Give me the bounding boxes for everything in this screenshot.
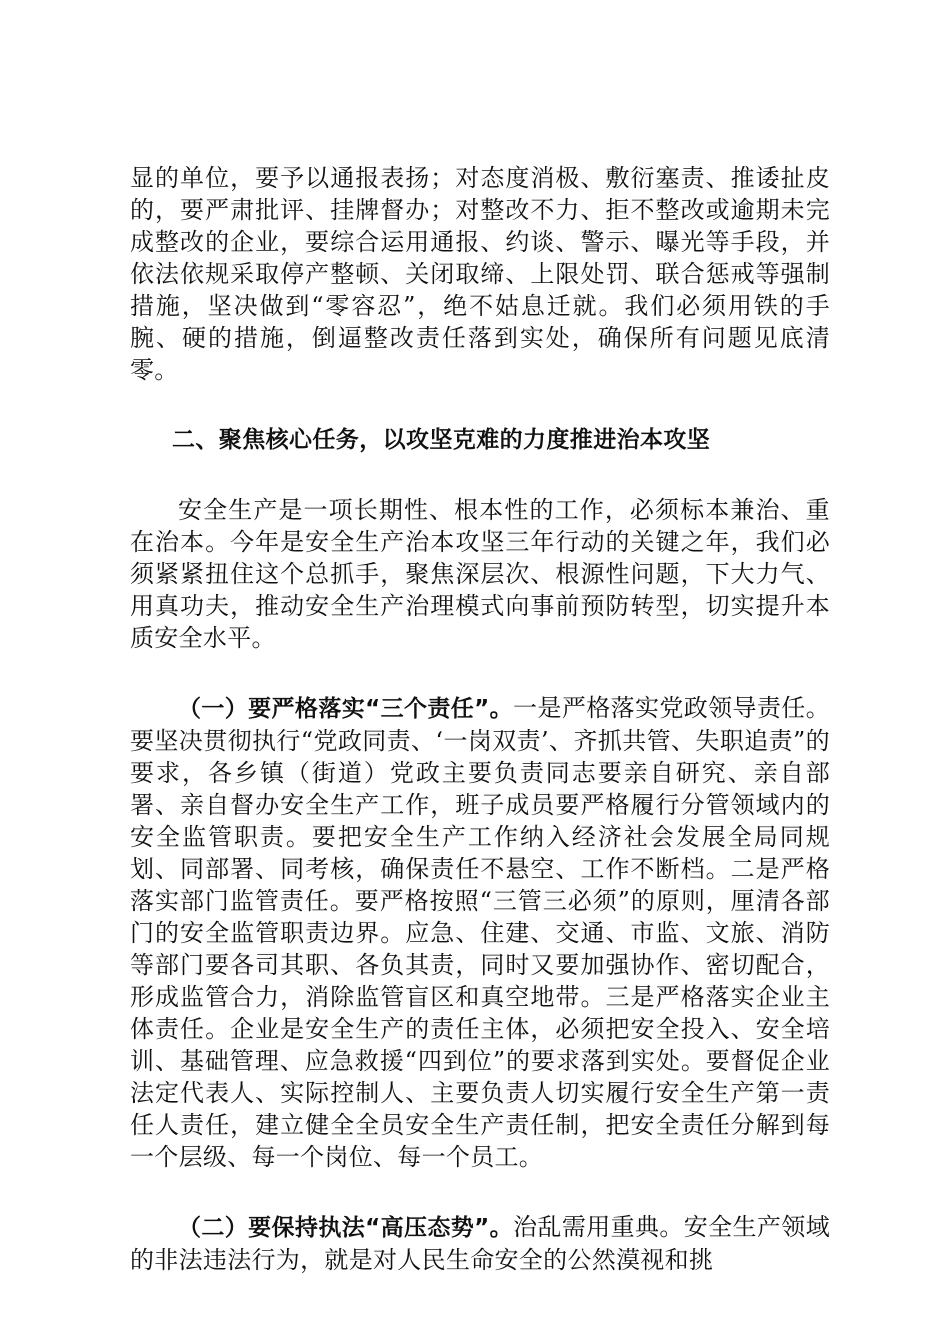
item-2-lead: （二）要保持执法“高压态势”。 bbox=[178, 1215, 514, 1241]
item-1-lead: （一）要严格落实“三个责任”。 bbox=[178, 696, 514, 722]
item-1-paragraph bbox=[130, 692, 830, 1173]
item-2-paragraph bbox=[130, 1211, 830, 1276]
paragraph-continuation: 显的单位，要予以通报表扬；对态度消极、敷衍塞责、推诿扯皮的，要严肃批评、挂牌督办；对整改不力、拒不整改或逾期未完成整改的企业，要综合运用通报、约谈、警示、曝光等手段，并依法依规采取停产整顿、关闭取缔、上限处罚、联合惩戒等强制措施，坚决做到“零容忍”，绝不姑息迁就。我们必须用铁的手腕、硬的措施，倒逼整改责任落到实处，确保所有问题见底清零。 bbox=[130, 164, 830, 384]
section-heading: 二、聚焦核心任务，以攻坚克难的力度推进治本攻坚 bbox=[172, 427, 711, 453]
document-body bbox=[130, 162, 830, 1276]
item-1-body: 一是严格落实党政领导责任。要坚决贯彻执行“党政同责、‘一岗双责’、齐抓共管、失职追责”的要求，各乡镇（街道）党政主要负责同志要亲自研究、亲自部署、亲自督办安全生产工作，班子成员要严格履行分管领域内的安全监管职责。要把安全生产工作纳入经济社会发展全局同规划、同部署、同考核，确保责任不悬空、工作不断档。二是严格落实部门监管责任。要严格按照“三管三必须”的原则，厘清各部门的安全监管职责边界。应急、住建、交通、市监、文旅、消防等部门要各司其职、各负其责，同时又要加强协作、密切配合，形成监管合力，消除监管盲区和真空地带。三是严格落实企业主体责任。企业是安全生产的责任主体，必须把安全投入、安全培训、基础管理、应急救援“四到位”的要求落到实处。要督促企业法定代表人、实际控制人、主要负责人切实履行安全生产第一责任人责任，建立健全全员安全生产责任制，把安全责任分解到每一个层级、每一个岗位、每一个员工。 bbox=[130, 694, 830, 1171]
section-intro-paragraph: 安全生产是一项长期性、根本性的工作，必须标本兼治、重在治本。今年是安全生产治本攻坚三年行动的关键之年，我们必须紧紧扭住这个总抓手，聚焦深层次、根源性问题，下大力气、用真功夫，推动安全生产治理模式向事前预防转型，切实提升本质安全水平。 bbox=[130, 496, 830, 652]
item-2-body: 治乱需用重典。安全生产领域的非法违法行为，就是对人民生命安全的公然漠视和挑 bbox=[130, 1213, 830, 1274]
